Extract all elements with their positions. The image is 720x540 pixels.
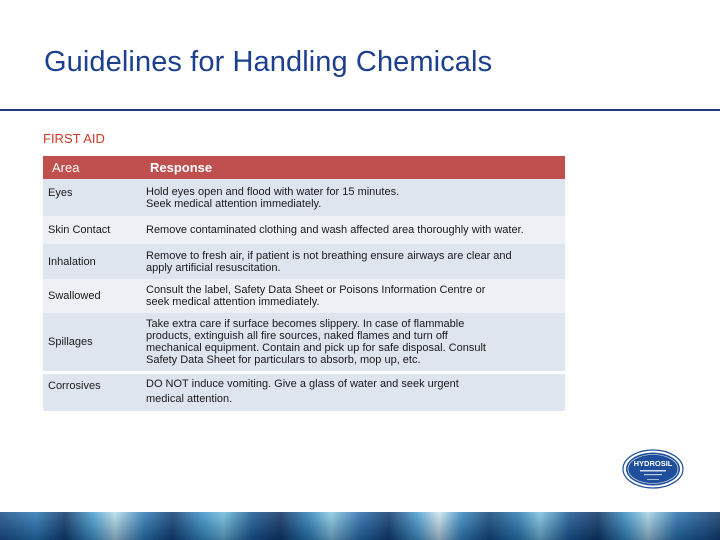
response-line: apply artificial resuscitation. [146, 261, 281, 274]
table-row-eyes [43, 179, 565, 216]
response-cell [142, 244, 565, 279]
column-header-response: Response [142, 156, 565, 179]
response-line: Remove contaminated clothing and wash affected area thoroughly with water. [146, 224, 524, 236]
response-line: Safety Data Sheet for particulars to absorb, mop up, etc. [146, 353, 421, 366]
column-header-area: Area [43, 156, 142, 179]
response-line: medical attention. [146, 393, 233, 406]
response-line: seek medical attention immediately. [146, 296, 320, 308]
response-line: Consult the label, Safety Data Sheet or Poisons Information Centre or [146, 284, 486, 296]
response-cell [142, 279, 565, 313]
area-cell: Eyes [43, 179, 142, 216]
table-row-swallowed [43, 279, 565, 313]
title-divider [0, 109, 720, 111]
area-cell: Corrosives [43, 372, 142, 411]
table-row-inhalation [43, 244, 565, 279]
decorative-water-banner [0, 512, 720, 540]
area-cell: Spillages [43, 313, 142, 372]
table-row-corrosives [43, 372, 565, 411]
response-cell [142, 372, 565, 411]
table-header-row [43, 156, 565, 179]
response-line: DO NOT induce vomiting. Give a glass of water and seek urgent [146, 378, 459, 391]
table-row-spillages [43, 313, 565, 372]
response-cell [142, 216, 565, 244]
response-cell [142, 313, 565, 372]
hydrosil-logo [622, 449, 684, 489]
response-line: Remove to fresh air, if patient is not breathing ensure airways are clear and [146, 249, 512, 262]
response-line: Hold eyes open and flood with water for 15 minutes. [146, 185, 400, 198]
response-line: Take extra care if surface becomes slippery. In case of flammable [146, 317, 465, 330]
table-row-skin-contact [43, 216, 565, 244]
section-label: FIRST AID [43, 131, 105, 146]
first-aid-table [43, 156, 565, 411]
response-line: Seek medical attention immediately. [146, 197, 322, 210]
area-cell: Skin Contact [43, 216, 142, 244]
response-line: mechanical equipment. Contain and pick up for safe disposal. Consult [146, 341, 486, 354]
response-cell [142, 179, 565, 216]
area-cell: Inhalation [43, 244, 142, 279]
slide-title: Guidelines for Handling Chemicals [44, 46, 493, 78]
logo-wordmark: HYDROSIL [633, 459, 673, 468]
area-cell: Swallowed [43, 279, 142, 313]
response-line: products, extinguish all fire sources, naked flames and turn off [146, 329, 448, 342]
